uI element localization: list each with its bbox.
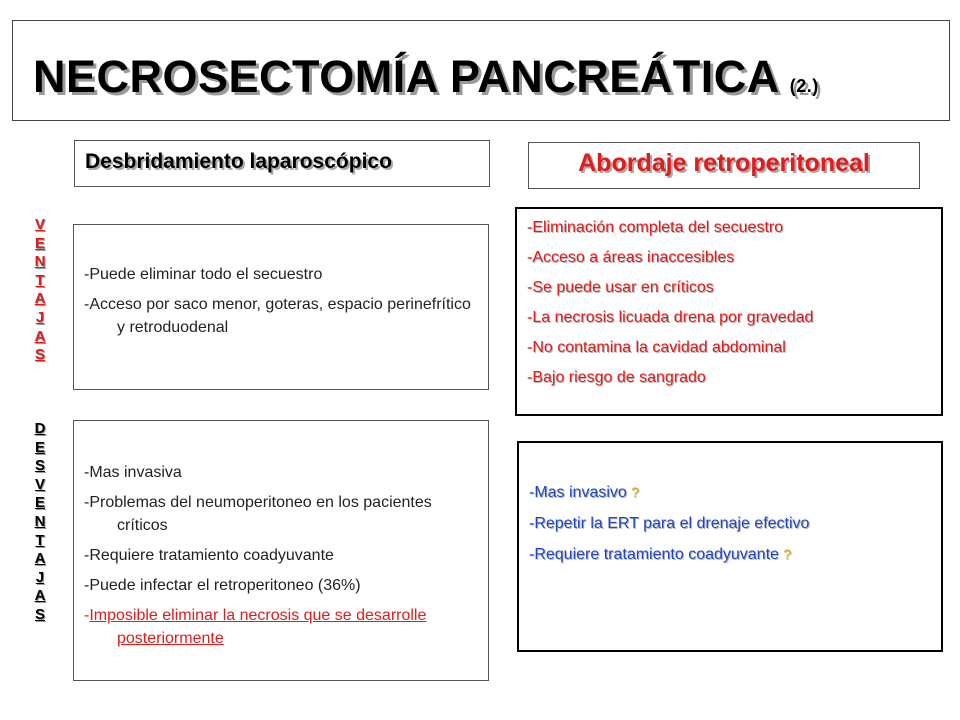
list-item: -Requiere tratamiento coadyuvante [84,547,334,564]
side-letter: E [34,234,45,252]
question-mark: ? [783,546,792,562]
side-letter: E [34,494,45,512]
side-letter: A [34,550,46,568]
laparoscopic-desventajas-box [73,420,489,681]
list-item: -Bajo riesgo de sangrado [527,369,706,386]
side-letter: T [35,531,45,549]
list-item: -Puede eliminar todo el secuestro [84,266,323,283]
side-letter: J [35,568,45,586]
list-item: -No contamina la cavidad abdominal [527,339,786,356]
side-letter: D [34,420,46,437]
list-item: -Eliminación completa del secuestro [527,219,784,236]
laparoscopic-header-box [74,140,490,187]
list-item: -Acceso a áreas inaccesibles [527,249,735,266]
laparoscopic-ventajas-box [73,224,489,390]
title-box [12,20,950,121]
slide-title [33,51,819,103]
list-item: -Puede infectar el retroperitoneo (36%) [84,577,361,594]
side-letter: J [35,308,45,326]
side-letter: N [34,253,46,271]
list-item [529,482,939,503]
side-letter: V [34,216,45,233]
list-item: -Acceso por saco menor, goteras, espacio perinefrítico y retroduodenal [84,296,471,336]
slide-title-sub: (2.) [789,76,819,96]
side-letter: A [34,587,46,605]
side-letter: N [34,512,46,530]
side-letter: S [34,457,45,475]
list-item: -Mas invasiva [84,464,182,481]
list-item [529,544,939,565]
list-item: -La necrosis licuada drena por gravedad [527,309,814,326]
item-text: -Requiere tratamiento coadyuvante [529,546,784,563]
desventajas-side-label [30,420,50,625]
retroperitoneal-header: Abordaje retroperitoneal [578,149,870,177]
list-item [529,513,939,534]
side-letter: E [34,438,45,456]
highlight-prefix: - [84,607,90,624]
side-letter: S [34,346,45,364]
laparoscopic-header: Desbridamiento laparoscópico [85,150,392,173]
ventajas-side-label [30,216,50,365]
list-item: -Problemas del neumoperitoneo en los pacientes críticos [84,494,432,534]
retroperitoneal-desventajas-box [517,441,943,652]
retroperitoneal-ventajas-list [527,218,937,398]
side-letter: A [34,327,46,345]
retroperitoneal-ventajas-box [515,207,943,416]
highlight-text: Imposible eliminar la necrosis que se desarrolle posteriormente [89,607,427,647]
side-letter: A [34,290,46,308]
side-letter: V [34,475,45,493]
list-item-highlight [84,604,482,650]
laparoscopic-desventajas-list [84,461,482,657]
laparoscopic-ventajas-list [84,263,482,346]
list-item: -Se puede usar en críticos [527,279,714,296]
item-text: -Mas invasivo [529,484,632,501]
side-letter: S [34,605,45,623]
slide-title-main: NECROSECTOMÍA PANCREÁTICA [33,51,780,102]
side-letter: T [35,271,45,289]
retroperitoneal-desventajas-list [529,482,939,575]
item-text: -Repetir la ERT para el drenaje efectivo [529,515,810,532]
question-mark: ? [631,484,640,500]
retroperitoneal-header-box [528,142,920,189]
